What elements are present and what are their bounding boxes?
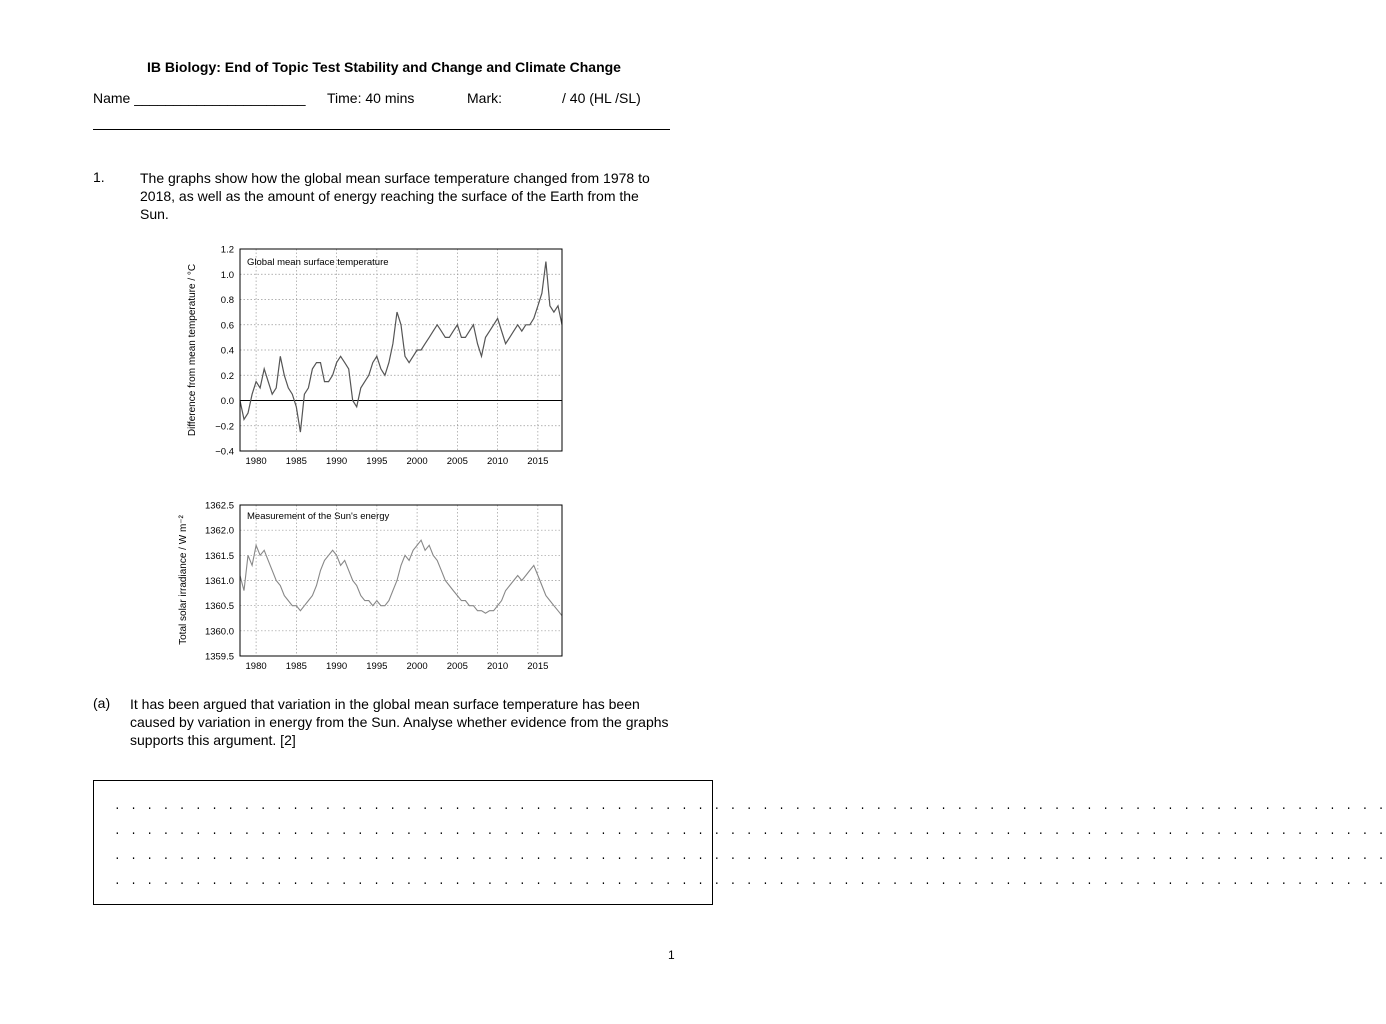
y-tick-label: −0.4 [215,446,234,458]
x-tick-label: 2000 [406,661,428,672]
x-tick-label: 1990 [326,661,348,672]
x-tick-label: 2015 [527,661,549,672]
x-tick-label: 2005 [446,456,468,467]
part-question-text: It has been argued that variation in the global mean surface temperature has been caused by variation in energy from the Sun. Analyse whether evidence from the graphs supports this argument. [2] [130,696,669,748]
part-label: (a) [93,695,111,711]
y-tick-label: 1362.0 [204,525,234,537]
x-tick-label: 2015 [527,456,549,467]
x-tick-label: 2010 [487,456,509,467]
solar-irradiance-chart [176,498,576,678]
mark-label: Mark: [467,90,502,106]
x-tick-label: 1985 [285,456,307,467]
solar-series-line [240,540,562,616]
y-axis-label: Difference from mean temperature / °C [187,263,198,437]
x-tick-label: 2005 [446,661,468,672]
y-tick-label: 0.8 [220,295,234,306]
answer-line[interactable]: . . . . . . . . . . . . . . . . . . . . . . . . . . . . . . . . . . . . . . . . . . . . . . . . . . . . . . . . . . . . . . . . . . . . . . . . . . . . . . . [114,801,1386,813]
y-tick-label: 0.0 [220,396,234,407]
x-tick-label: 1995 [366,456,388,467]
temperature-chart [176,238,576,478]
answer-line[interactable]: . . . . . . . . . . . . . . . . . . . . . . . . . . . . . . . . . . . . . . . . . . . . . . . . . . . . . . . . . . . . . . . . . . . . . . . . . . . . . . . [114,826,1386,838]
answer-line[interactable]: . . . . . . . . . . . . . . . . . . . . . . . . . . . . . . . . . . . . . . . . . . . . . . . . . . . . . . . . . . . . . . . . . . . . . . . . . . . . . . . [114,876,1386,888]
x-tick-label: 1980 [245,661,267,672]
y-axis-label: Total solar irradiance / W m⁻² [178,515,189,645]
x-tick-labels [246,456,549,467]
y-tick-labels [215,245,234,458]
answer-box[interactable] [93,780,1386,905]
x-tick-label: 2000 [406,456,428,467]
total-marks-label: / 40 (HL /SL) [562,90,641,106]
answer-line[interactable]: . . . . . . . . . . . . . . . . . . . . . . . . . . . . . . . . . . . . . . . . . . . . . . . . . . . . . . . . . . . . . . . . . . . . . . . . . . . . . . . [114,851,1386,863]
temperature-series-line [240,262,562,433]
y-tick-label: 1.0 [220,269,234,281]
chart-title: Global mean surface temperature [247,257,389,268]
y-tick-label: 0.2 [220,370,234,382]
x-tick-labels [246,661,549,672]
time-label: Time: 40 mins [327,90,415,106]
y-tick-label: 0.6 [220,320,234,332]
header-divider [93,129,670,130]
y-tick-label: 1361.5 [204,550,234,562]
y-tick-label: 0.4 [220,345,234,357]
x-tick-label: 1990 [326,456,348,467]
y-tick-label: 1361.0 [204,576,234,587]
chart-grid [240,249,562,451]
y-tick-label: 1359.5 [204,651,234,663]
question-text: The graphs show how the global mean surface temperature changed from 1978 to 2018, as well as the amount of energy reaching the surface of the Earth from the Sun. [140,170,650,222]
page-title: IB Biology: End of Topic Test Stability and Change and Climate Change [147,59,621,75]
y-tick-labels [205,501,234,663]
name-field-label: Name ______________________ [93,90,306,106]
x-tick-label: 1980 [245,456,267,467]
page-number: 1 [668,948,675,962]
y-tick-label: −0.2 [215,421,234,433]
y-tick-label: 1362.5 [204,500,234,512]
question-number: 1. [93,169,105,185]
chart-title: Measurement of the Sun's energy [247,511,390,522]
y-tick-label: 1360.5 [204,601,234,613]
x-tick-label: 1995 [366,661,388,672]
x-tick-label: 2010 [487,661,509,672]
x-tick-label: 1985 [285,661,307,672]
y-tick-label: 1.2 [220,244,234,256]
y-tick-label: 1360.0 [204,626,234,638]
